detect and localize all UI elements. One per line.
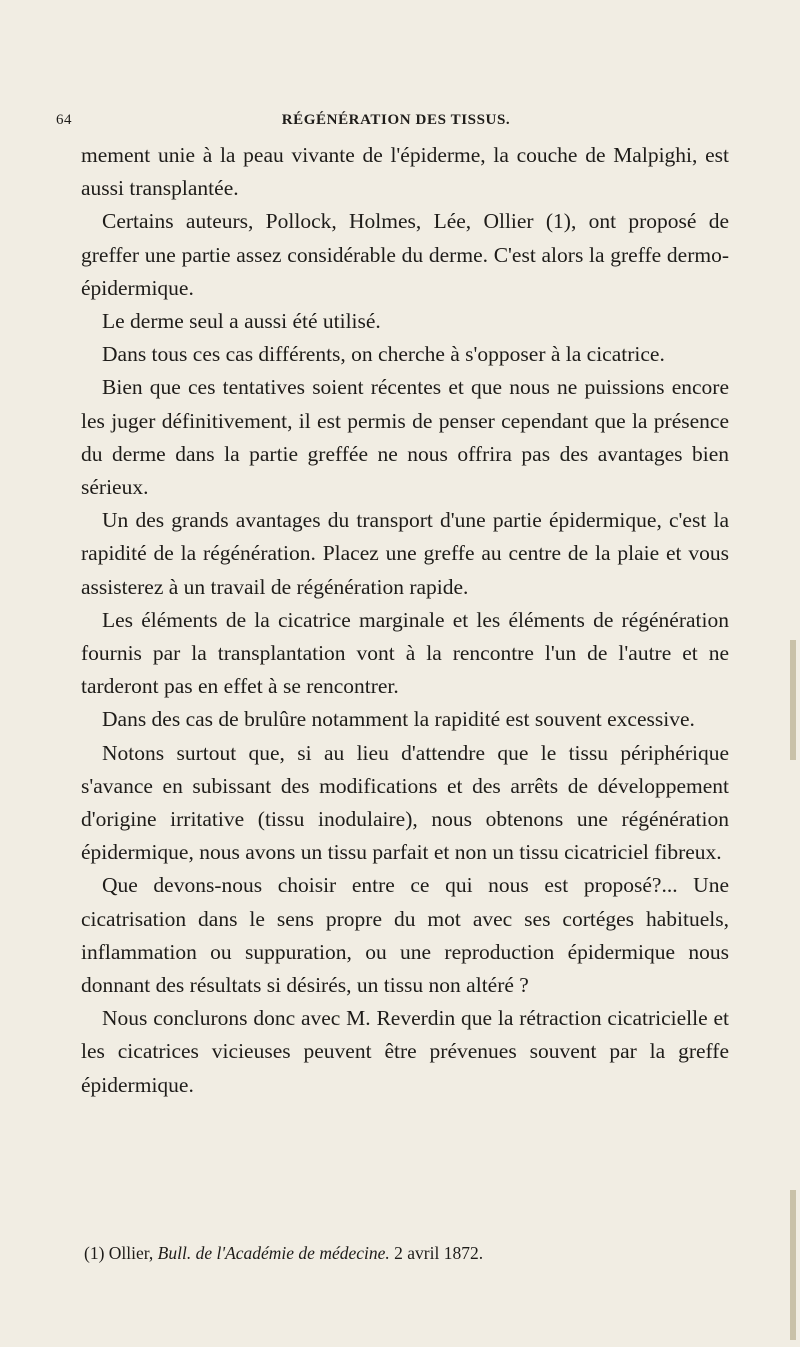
page-edge-mark	[790, 1190, 796, 1340]
paragraph: Nous conclurons donc avec M. Reverdin que la rétraction cicatricielle et les cicatrices vicieuses peuvent être prévenues souvent par la greffe épidermique.	[81, 1006, 729, 1097]
footnote-source: Bull. de l'Académie de médecine.	[157, 1243, 390, 1263]
paragraph: mement unie à la peau vivante de l'épiderme, la couche de Malpighi, est aussi transplantée.	[81, 143, 729, 201]
page-header	[56, 112, 736, 136]
paragraph: Dans tous ces cas différents, on cherche à s'opposer à la cicatrice.	[102, 342, 665, 367]
running-title: RÉGÉNÉRATION DES TISSUS.	[281, 112, 511, 128]
page-edge-mark	[790, 640, 796, 760]
paragraph: Bien que ces tentatives soient récentes et que nous ne puissions encore les juger définitivement, il est permis de penser cependant que la présence du derme dans la partie greffée ne nous offrira pas des avantages bien sérieux.	[81, 375, 729, 500]
paragraph: Le derme seul a aussi été utilisé.	[102, 309, 381, 334]
paragraph: Que devons-nous choisir entre ce qui nous est proposé?... Une cicatrisation dans le sens propre du mot avec ses cortéges habituels, inflammation ou suppuration, ou une reproduction épidermique nous donnant des résultats si désirés, un tissu non altéré ?	[81, 873, 729, 998]
paragraph: Certains auteurs, Pollock, Holmes, Lée, Ollier (1), ont proposé de greffer une partie assez considérable du derme. C'est alors la greffe dermo-épidermique.	[81, 209, 729, 300]
footnote-date: 2 avril 1872.	[394, 1243, 484, 1263]
body-text	[81, 139, 729, 1102]
page-number: 64	[56, 112, 72, 128]
footnote-marker: (1)	[84, 1243, 105, 1263]
footnote-author: Ollier,	[108, 1243, 154, 1263]
footnote	[84, 1241, 724, 1265]
paragraph: Les éléments de la cicatrice marginale et les éléments de régénération fournis par la transplantation vont à la rencontre l'un de l'autre et ne tarderont pas en effet à se rencontrer.	[81, 607, 729, 699]
paragraph: Notons surtout que, si au lieu d'attendre que le tissu périphérique s'avance en subissant des modifications et des arrêts de développement d'origine irritative (tissu inodulaire), nous obtenons une régénération épidermique, nous avons un tissu parfait et non un tissu cicatriciel fibreux.	[81, 740, 729, 865]
paragraph: Dans des cas de brulûre notamment la rapidité est souvent excessive.	[102, 707, 695, 732]
paragraph: Un des grands avantages du transport d'une partie épidermique, c'est la rapidité de la régénération. Placez une greffe au centre de la plaie et vous assisterez à un travail de régénération rapide.	[81, 508, 729, 599]
